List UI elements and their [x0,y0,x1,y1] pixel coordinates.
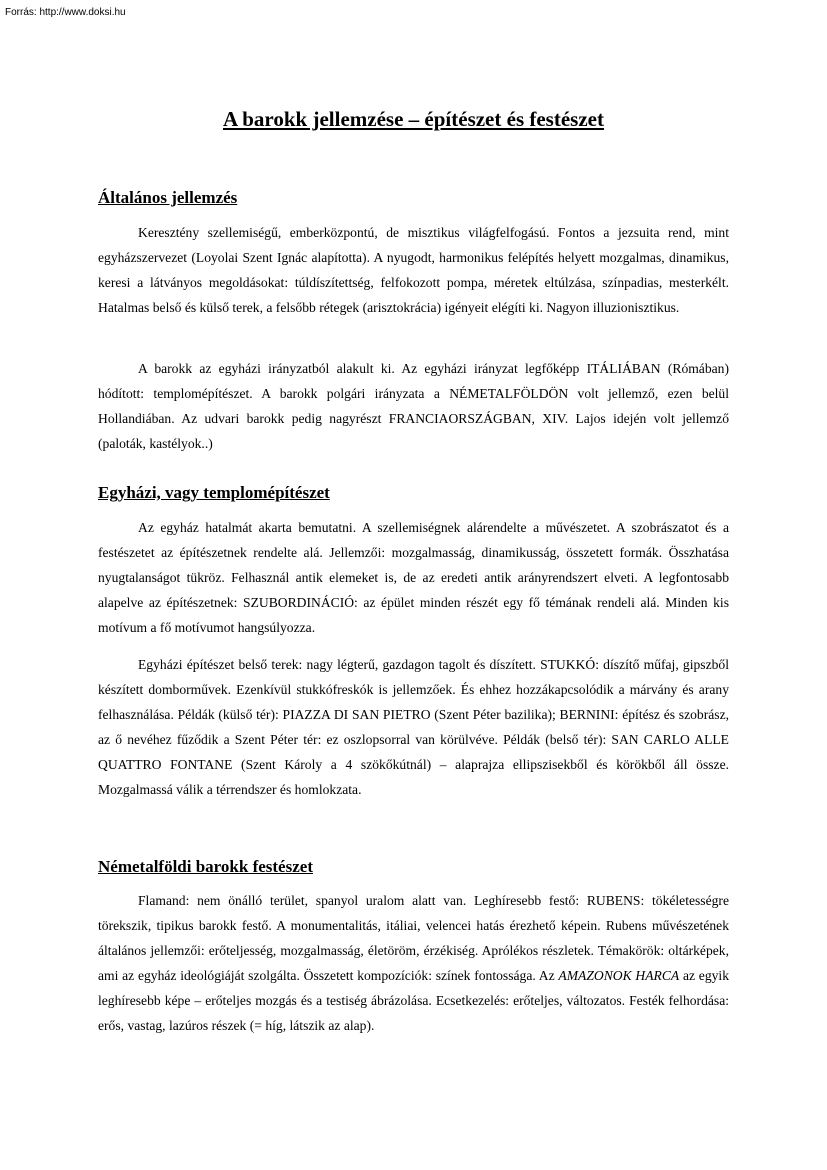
section-heading-egyhazi: Egyházi, vagy templomépítészet [98,483,330,502]
paragraph-egyhazi-1: Az egyház hatalmát akarta bemutatni. A szellemiségnek alárendelte a művészetet. A szobrászatot és a festészetet az építészetnek rendelte alá. Jellemzői: mozgalmasság, dinamikusság, összetett formák. Összhatása nyugtalanságot tükröz. Felhasznál antik elemeket is, de az eredeti antik arányrendszert elveti. A legfontosabb alapelve az építészetnek: SZUBORDINÁCIÓ: az épület minden részét egy fő témának rendeli alá. Minden kis motívum a fő motívumot hangsúlyozza. [98,520,729,636]
paragraph-egyhazi-2: Egyházi építészet belső terek: nagy légterű, gazdagon tagolt és díszített. STUKKÓ: díszítő műfaj, gipszből készített domborművek. Ezenkívül stukkófreskók is jellemzőek. És ehhez hozzákapcsolódik a márvány és arany felhasználása. Példák (külső tér): PIAZZA DI SAN PIETRO (Szent Péter bazilika); BERNINI: építész és szobrász, az ő nevéhez fűződik a Szent Péter tér: ez oszlopsorral van körülvéve. Példák (belső tér): SAN CARLO ALLE QUATTRO FONTANE (Szent Károly a 4 szökőkútnál) – alaprajza ellipszisekből és körökből áll össze. Mozgalmassá válik a térrendszer és homlokzata. [98,657,729,798]
painting-title: AMAZONOK HARCA [558,968,680,984]
paragraph-altalanos-1: Keresztény szellemiségű, emberközpontú, de misztikus világfelfogású. Fontos a jezsuita rend, mint egyházszervezet (Loyolai Szent Ignác alapította). A nyugodt, harmonikus felépítés helyett mozgalmas, dinamikus, keresi a látványos megoldásokat: túldíszítettség, felfokozott pompa, méretek eltúlzása, színpadias, mesterkélt. Hatalmas belső és külső terek, a felsőbb rétegek (arisztokrácia) igényeit elégíti ki. Nagyon illuzionisztikus. [98,225,729,316]
page-title: A barokk jellemzése – építészet és festészet [223,107,604,131]
paragraph-nemetalfoldi-text-after: az egyik leghíresebb képe – erőteljes mozgás és a testiség ábrázolása. Ecsetkezelés: erőteljes, változatos. Festék felhordása: erős, vastag, lazúros részek (= híg, látszik az alap). [98,968,730,1034]
section-heading-altalanos: Általános jellemzés [98,188,238,207]
section-heading-nemetalfoldi: Németalföldi barokk festészet [98,857,313,876]
paragraph-nemetalfoldi-1 [98,888,729,1039]
source-note: Forrás: http://www.doksi.hu [5,7,126,18]
paragraph-altalanos-2: A barokk az egyházi irányzatból alakult ki. Az egyházi irányzat legfőképp ITÁLIÁBAN (Rómában) hódított: templomépítészet. A barokk polgári irányzata a NÉMETALFÖLDÖN volt jellemző, ezen belül Hollandiában. Az udvari barokk pedig nagyrészt FRANCIAORSZÁGBAN, XIV. Lajos idején volt jellemző (paloták, kastélyok..) [98,361,729,452]
paragraph-nemetalfoldi-text-before: Flamand: nem önálló terület, spanyol uralom alatt van. Leghíresebb festő: RUBENS: tökéletességre törekszik, tipikus barokk festő. A monumentalitás, itáliai, velencei hatás érezhető képein. Rubens művészetének általános jellemzői: erőteljesség, mozgalmasság, életöröm, érzékiség. Aprólékos részletek. Témakörök: oltárképek, ami az egyház ideológiáját szolgálta. Összetett kompozíciók: színek fontossága. Az [98,893,729,984]
